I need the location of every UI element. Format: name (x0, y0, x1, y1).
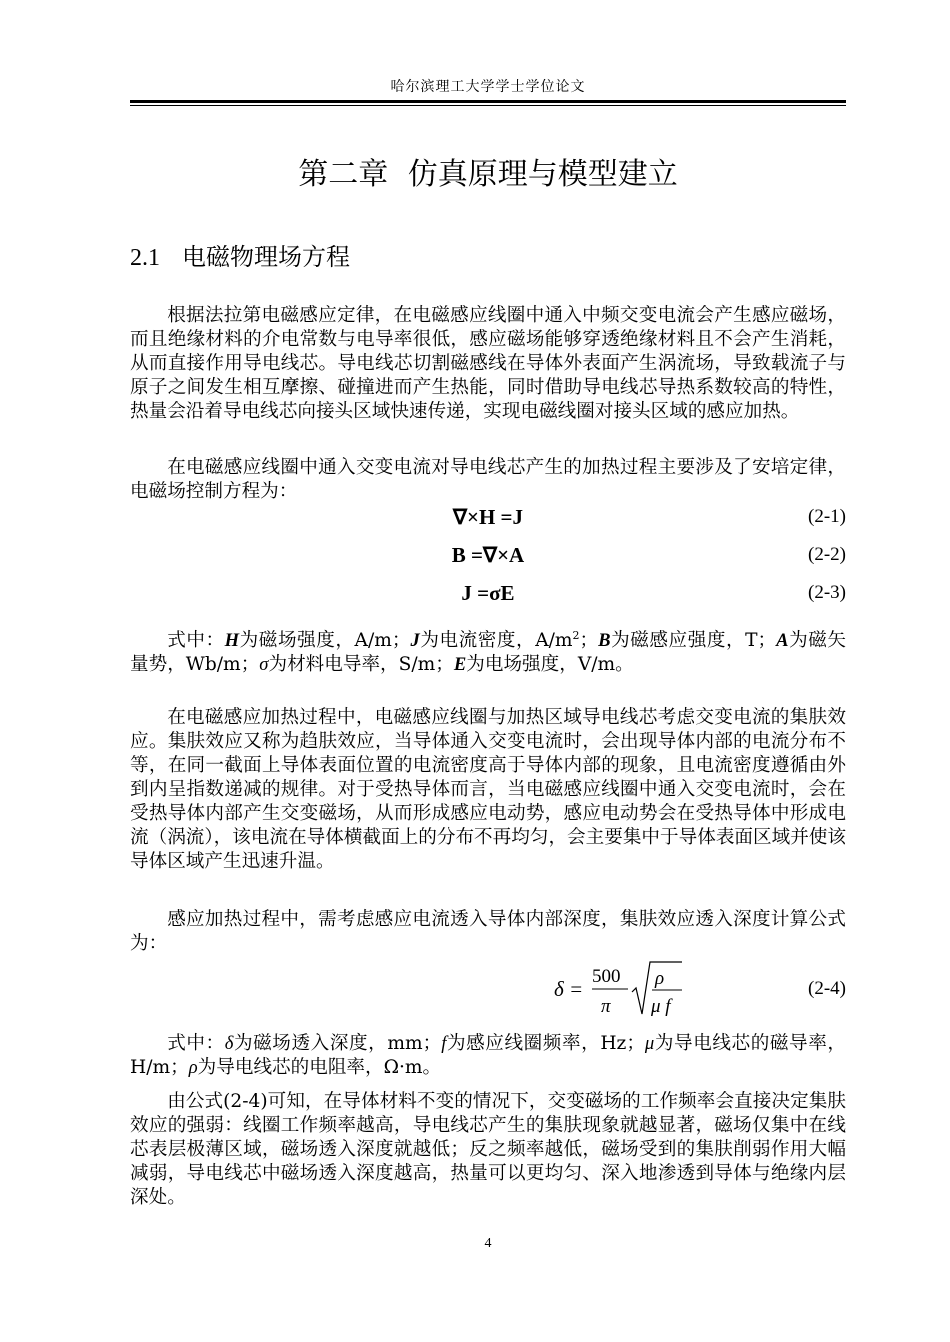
paragraph-symbols-2 (130, 1032, 846, 1080)
formula-denominator: π (601, 996, 611, 1017)
paragraph-1: 根据法拉第电磁感应定律，在电磁感应线圈中通入中频交变电流会产生感应磁场，而且绝缘材料的介电常数与电导率很低，感应磁场能够穿透绝缘材料且不会产生消耗，从而直接作用导电线芯。导电线芯切割磁感线在导体外表面产生涡流场，导致载流子与原子之间发生相互摩擦、碰撞进而产生热能，同时借助导电线芯导热系数较高的特性，热量会沿着导电线芯向接头区域快速传递，实现电磁线圈对接头区域的感应加热。 (130, 305, 846, 422)
symbol-desc: ； (579, 630, 599, 652)
paragraph-symbols-1 (130, 624, 846, 677)
symbols-intro: 式中： (167, 630, 225, 652)
running-header: 哈尔滨理工大学学士学位论文 (390, 79, 586, 95)
equation-expression: B =∇×A (451, 543, 525, 567)
symbol-desc: 为电场强度，V/m。 (466, 654, 634, 676)
symbol-desc: 为导电线芯的磁导率，H/m； (130, 1033, 846, 1078)
section-heading (130, 240, 350, 275)
symbol-desc: 为磁场透入深度，mm； (233, 1033, 442, 1054)
symbol-delta: δ (224, 1033, 234, 1054)
section-number: 2.1 (130, 245, 160, 271)
header-rule-thick (130, 100, 846, 103)
formula-numerator: 500 (592, 966, 621, 987)
equation-2-1 (130, 502, 846, 532)
header-rule-thin (130, 105, 846, 106)
symbol-desc: 为磁感应强度，T； (610, 630, 777, 652)
symbol-mu: μ (644, 1033, 655, 1054)
paragraph-skin-effect: 在电磁感应加热过程中，电磁感应线圈与加热区域导电线芯考虑交变电流的集肤效应。集肤效应又称为趋肤效应，当导体通入交变电流时，会出现导体内部的电流分布不等，在同一截面上导体表面位置的电流密度高于导体内部的现象，且电流密度遵循由外到内呈指数递减的规律。对于受热导体而言，当电磁感应线圈中通入交变电流时，会在受热导体内部产生交变磁场，从而形成感应电动势，感应电动势会在受热导体中形成电流（涡流），该电流在导体横截面上的分布不再均匀，会主要集中于导体表面区域并使该导体区域产生迅速升温。 (130, 707, 846, 872)
formula-lhs: δ = (554, 977, 584, 1001)
section-title: 电磁物理场方程 (182, 243, 350, 271)
equation-2-4 (130, 958, 846, 1020)
equation-2-2 (130, 540, 846, 570)
skin-depth-formula (552, 958, 752, 1020)
symbol-desc: 为磁场强度，A/m； (239, 630, 411, 652)
symbol-desc: 为磁矢量势，Wb/m； (130, 630, 846, 676)
sqrt-denominator: μ f (651, 996, 671, 1017)
page-number: 4 (484, 1236, 492, 1251)
symbol-A: A (776, 630, 789, 652)
symbol-J: J (410, 630, 420, 652)
symbol-sigma: σ (259, 654, 269, 676)
symbol-B: B (598, 630, 611, 652)
paragraph-penetration-intro: 感应加热过程中，需考虑感应电流透入导体内部深度，集肤效应透入深度计算公式为： (130, 909, 846, 954)
symbol-desc: 为电流密度，A/m (419, 630, 573, 652)
chapter-title: 第二章 仿真原理与模型建立 (298, 157, 678, 192)
symbols-intro: 式中： (167, 1033, 225, 1054)
equation-number: (2-4) (808, 978, 846, 999)
symbol-desc: 为材料电导率，S/m； (268, 654, 454, 676)
paragraph-2: 在电磁感应线圈中通入交变电流对导电线芯产生的加热过程主要涉及了安培定律，电磁场控制方程为： (130, 457, 846, 502)
symbol-desc: 为感应线圈频率，Hz； (446, 1033, 645, 1054)
equation-expression: ∇×H =J (452, 505, 524, 529)
symbol-rho: ρ (188, 1057, 198, 1078)
sqrt-numerator: ρ (655, 968, 665, 989)
equation-number: (2-3) (808, 582, 846, 603)
symbol-desc: 为导电线芯的电阻率，Ω·m。 (197, 1057, 442, 1078)
equation-2-3 (130, 578, 846, 608)
equation-number: (2-1) (808, 506, 846, 527)
equation-expression: J =σE (461, 581, 515, 605)
symbol-H: H (224, 630, 240, 652)
superscript: 2 (572, 629, 580, 642)
equation-number: (2-2) (808, 544, 846, 565)
paragraph-conclusion: 由公式(2-4)可知，在导体材料不变的情况下，交变磁场的工作频率会直接决定集肤效应的强弱：线圈工作频率越高，导电线芯产生的集肤现象就越显著，磁场仅集中在线芯表层极薄区域，磁场透入深度就越低；反之频率越低，磁场受到的集肤削弱作用大幅减弱，导电线芯中磁场透入深度越高，热量可以更均匀、深入地渗透到导体与绝缘内层深处。 (130, 1091, 846, 1208)
symbol-f: f (441, 1033, 447, 1054)
symbol-E: E (453, 654, 467, 676)
